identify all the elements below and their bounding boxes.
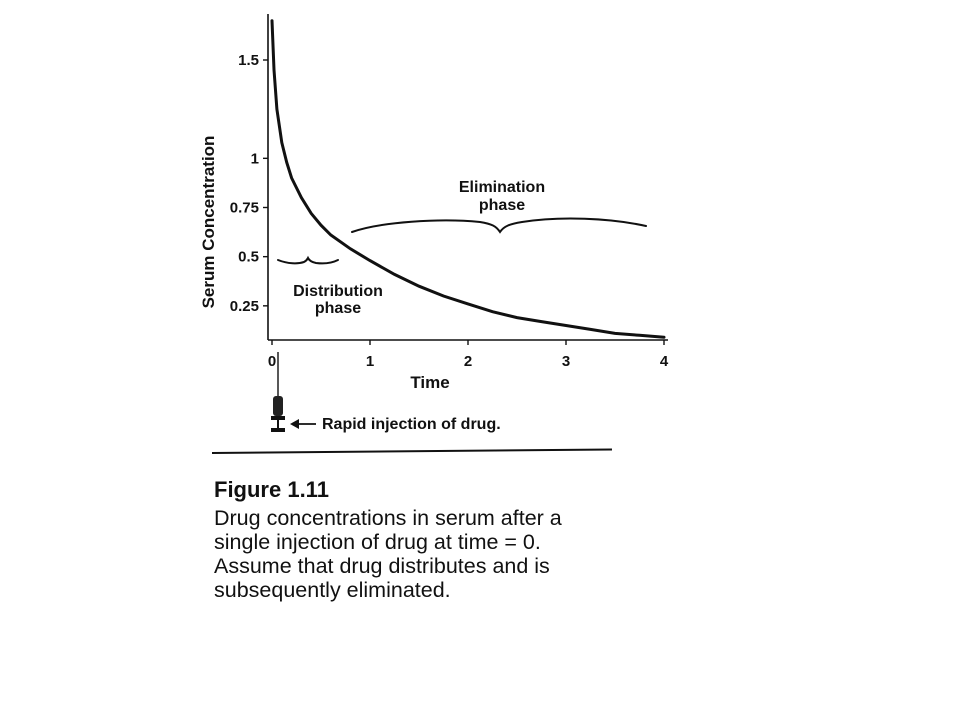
y-ticks	[230, 52, 268, 315]
y-tick-label: 1.5	[238, 52, 259, 69]
x-tick-label: 1	[365, 353, 375, 370]
x-ticks	[268, 340, 669, 370]
x-axis-title: Time	[410, 373, 450, 392]
distribution-label-line2: phase	[314, 300, 362, 317]
elimination-label-line2: phase	[478, 197, 526, 214]
figure-number: Figure 1.11	[214, 477, 329, 502]
injection-label: Rapid injection of drug.	[322, 416, 501, 433]
caption-line: subsequently eliminated.	[214, 578, 451, 602]
x-tick-label: 0	[267, 353, 277, 370]
x-tick-label: 3	[561, 353, 571, 370]
x-tick-label: 2	[463, 353, 473, 370]
y-axis-title: Serum Concentration	[199, 135, 218, 309]
y-tick-label: 1	[250, 150, 259, 168]
distribution-label-line1: Distribution	[293, 283, 383, 300]
arrow-left-icon	[290, 419, 316, 429]
figure-caption	[214, 476, 654, 602]
elimination-brace	[352, 219, 646, 232]
y-tick-label: 0.25	[229, 297, 259, 315]
distribution-brace	[278, 258, 338, 263]
y-tick-label: 0.5	[238, 248, 259, 266]
x-tick-label: 4	[659, 353, 669, 370]
caption-line: Drug concentrations in serum after a	[214, 506, 562, 530]
elimination-label-line1: Elimination	[458, 179, 546, 196]
caption-line: Assume that drug distributes and is	[214, 554, 550, 578]
y-tick-label: 0.75	[229, 199, 259, 217]
caption-line: single injection of drug at time = 0.	[214, 530, 541, 554]
